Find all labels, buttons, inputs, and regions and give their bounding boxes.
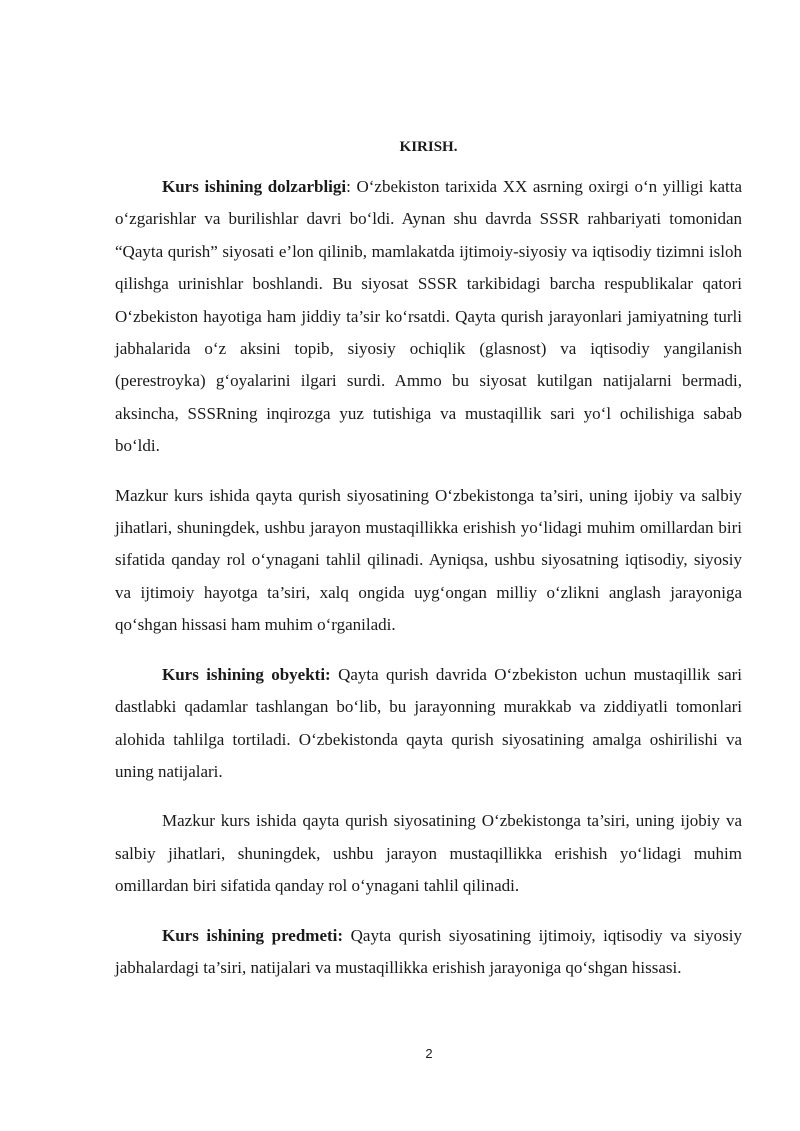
paragraph-lead: Kurs ishining dolzarbligi bbox=[162, 177, 347, 196]
paragraph-relevance bbox=[115, 171, 742, 463]
paragraph-object bbox=[115, 659, 742, 789]
document-title: KIRISH. bbox=[399, 139, 458, 155]
paragraph-subject bbox=[115, 920, 742, 985]
paragraph-analysis bbox=[115, 805, 742, 902]
paragraph-purpose bbox=[115, 480, 742, 642]
paragraph-lead: Kurs ishining predmeti: bbox=[162, 925, 344, 945]
document-body bbox=[115, 137, 742, 984]
page-number: 2 bbox=[425, 1046, 433, 1061]
paragraph-text: Qayta qurish siyosatining ijtimoiy, iqtisodiy va siyosiy jabhalardagi ta’siri, natijalari va mustaqillikka erishish jarayoniga qo‘shgan hissasi. bbox=[115, 925, 742, 977]
paragraph-lead: Kurs ishining obyekti: bbox=[162, 664, 331, 684]
paragraph-text: Mazkur kurs ishida qayta qurish siyosatining O‘zbekistonga ta’siri, uning ijobiy va salbiy jihatlari, shuningdek, ushbu jarayon mustaqillikka erishish yo‘lidagi muhim omillardan biri sifatida qanday rol o‘ynagani tahlil qilinadi. Ayniqsa, ushbu siyosatning iqtisodiy, siyosiy va ijtimoiy hayotga ta’siri, xalq ongida uyg‘ongan milliy o‘zlikni anglash jarayoniga qo‘shgan hissasi ham muhim o‘rganiladi. bbox=[115, 485, 742, 635]
paragraph-text: : O‘zbekiston tarixida XX asrning oxirgi o‘n yilligi katta o‘zgarishlar va burilishlar davri bo‘ldi. Aynan shu davrda SSSR rahbariyati tomonidan “Qayta qurish” siyosati e’lon qilinib, mamlakatda ijtimoiy-siyosiy va iqtisodiy tizimni isloh qilishga urinishlar boshlandi. Bu siyosat SSSR tarkibidagi barcha respublikalar qatori O‘zbekiston hayotiga ham jiddiy ta’sir ko‘rsatdi. Qayta qurish jarayonlari jamiyatning turli jabhalarida o‘z aksini topib, siyosiy ochiqlik (glasnost) va iqtisodiy yangilanish (perestroyka) g‘oyalarini ilgari surdi. Ammo bu siyosat kutilgan natijalarni bermadi, aksincha, SSSRning inqirozga yuz tutishiga va mustaqillik sari yo‘l ochilishiga sabab bo‘ldi. bbox=[115, 177, 742, 456]
paragraph-text: Qayta qurish davrida O‘zbekiston uchun mustaqillik sari dastlabki qadamlar tashlangan bo‘lib, bu jarayonning murakkab va ziddiyatli tomonlari alohida tahlilga tortiladi. O‘zbekistonda qayta qurish siyosatining amalga oshirilishi va uning natijalari. bbox=[115, 664, 742, 781]
paragraph-text: Mazkur kurs ishida qayta qurish siyosatining O‘zbekistonga ta’siri, uning ijobiy va salbiy jihatlari, shuningdek, ushbu jarayon mustaqillikka erishish yo‘lidagi muhim omillardan biri sifatida qanday rol o‘ynagani tahlil qilinadi. bbox=[115, 811, 742, 896]
